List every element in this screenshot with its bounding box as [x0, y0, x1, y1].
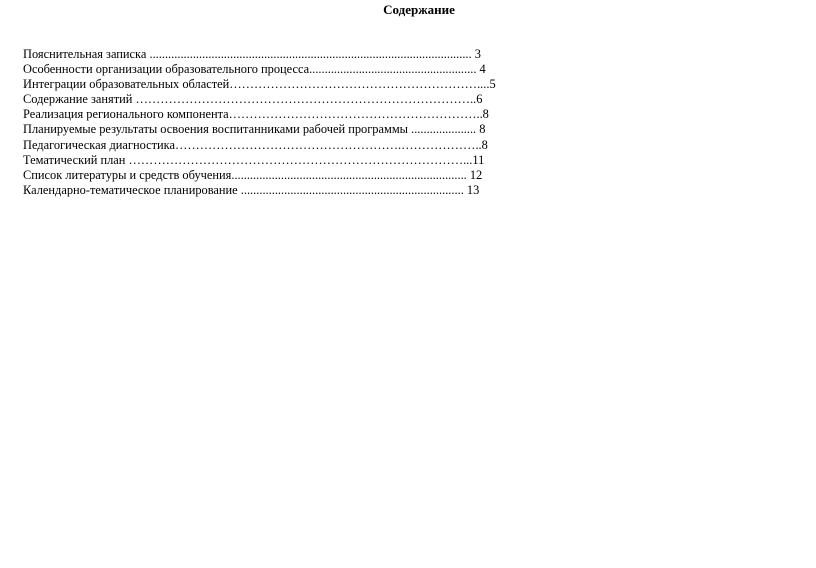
toc-entry	[23, 183, 508, 198]
toc-entry-text: Календарно-тематическое планирование ........................................................................ 13	[23, 182, 480, 197]
toc-entry-text: Планируемые результаты освоения воспитанниками рабочей программы ..................... 8	[23, 122, 486, 137]
table-of-contents	[23, 47, 508, 198]
toc-entry-text: Содержание занятий ………………………………………………………………………..6	[23, 92, 483, 107]
document-title: Содержание	[383, 2, 455, 17]
toc-entry	[23, 47, 508, 62]
toc-entry-text: Особенности организации образовательного процесса...................................................... 4	[23, 62, 486, 77]
toc-entry	[23, 122, 508, 137]
toc-entry-text: Педагогическая диагностика……………………………………………….………………..8	[23, 137, 488, 152]
toc-entry	[23, 138, 508, 153]
toc-entry-text: Пояснительная записка ........................................................................................................ 3	[23, 47, 481, 61]
toc-entry	[23, 77, 508, 92]
toc-entry-text: Интеграции образовательных областей……………………………………………………....5	[23, 77, 496, 92]
toc-entry-text: Список литературы и средств обучения............................................................................ 12	[23, 167, 483, 182]
toc-entry	[23, 153, 508, 168]
toc-entry	[23, 92, 508, 107]
toc-entry-text: Реализация регионального компонента……………………………………………………..8	[23, 107, 489, 122]
toc-entry	[23, 107, 508, 122]
toc-entry	[23, 168, 508, 183]
toc-entry-text: Тематический план ………………………………………………………………………...11	[23, 152, 485, 167]
toc-entry	[23, 62, 508, 77]
